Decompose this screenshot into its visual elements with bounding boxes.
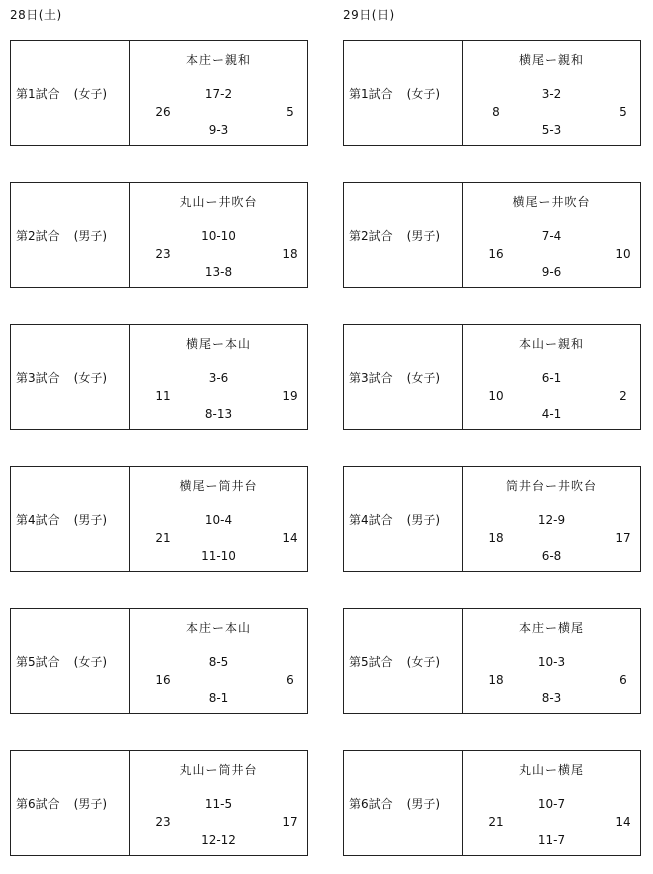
score-box [130,751,307,855]
first-half-score: 6-1 [541,371,562,385]
match-label [344,467,463,571]
second-half-score: 11-10 [201,549,236,563]
day-title: 28日(土) [10,8,62,22]
match-gender: (男子) [406,796,441,811]
total-left: 8 [492,105,500,119]
total-left: 18 [488,531,504,545]
match-gender: (男子) [73,796,108,811]
total-left: 11 [155,389,171,403]
score-box [130,325,307,429]
match-number: 第5試合 [349,654,393,669]
total-left: 21 [488,815,504,829]
match-label [11,183,130,287]
first-half-score: 3-2 [541,87,562,101]
second-half-score: 13-8 [204,265,233,279]
match-box [343,750,641,856]
match-number: 第1試合 [349,86,393,101]
first-half-score: 10-7 [537,797,566,811]
total-right: 14 [615,815,631,829]
match-number: 第6試合 [16,796,60,811]
match-number: 第4試合 [16,512,60,527]
match-box [10,182,308,288]
match-box [10,750,308,856]
match-box [343,182,641,288]
total-right: 18 [282,247,298,261]
score-box [130,467,307,571]
second-half-score: 8-3 [541,691,562,705]
match-box [10,40,308,146]
match-number: 第1試合 [16,86,60,101]
match-teams: 横尾ー本山 [185,337,251,351]
day-title: 29日(日) [343,8,395,22]
match-number: 第2試合 [16,228,60,243]
total-right: 5 [286,105,294,119]
second-half-score: 5-3 [541,123,562,137]
match-label [344,325,463,429]
total-right: 17 [282,815,298,829]
second-half-score: 12-12 [201,833,236,847]
match-teams: 本山ー親和 [518,337,584,351]
total-left: 21 [155,531,171,545]
match-box [10,324,308,430]
match-teams: 本庄ー横尾 [518,621,584,635]
first-half-score: 12-9 [537,513,566,527]
score-box [130,41,307,145]
match-gender: (女子) [406,654,441,669]
total-right: 2 [619,389,627,403]
match-teams: 筒井台ー井吹台 [505,479,597,493]
match-teams: 丸山ー筒井台 [179,763,258,777]
score-box [463,325,640,429]
match-label [344,609,463,713]
match-box [10,466,308,572]
match-number: 第3試合 [16,370,60,385]
first-half-score: 10-4 [204,513,233,527]
total-right: 6 [286,673,294,687]
score-box [130,183,307,287]
match-number: 第3試合 [349,370,393,385]
total-left: 23 [155,247,171,261]
score-box [463,609,640,713]
first-half-score: 10-10 [201,229,236,243]
first-half-score: 3-6 [208,371,229,385]
match-number: 第4試合 [349,512,393,527]
match-gender: (女子) [73,370,108,385]
total-left: 10 [488,389,504,403]
match-number: 第6試合 [349,796,393,811]
total-right: 19 [282,389,298,403]
total-left: 16 [488,247,504,261]
match-teams: 丸山ー横尾 [518,763,584,777]
first-half-score: 17-2 [204,87,233,101]
score-box [463,751,640,855]
total-right: 14 [282,531,298,545]
match-label [11,467,130,571]
match-teams: 横尾ー筒井台 [179,479,258,493]
match-teams: 本庄ー親和 [185,53,251,67]
score-box [463,41,640,145]
second-half-score: 8-1 [208,691,229,705]
match-box [343,40,641,146]
second-half-score: 4-1 [541,407,562,421]
first-half-score: 8-5 [208,655,229,669]
match-label [11,751,130,855]
match-teams: 横尾ー井吹台 [512,195,591,209]
match-box [343,324,641,430]
match-box [343,466,641,572]
match-gender: (男子) [73,228,108,243]
second-half-score: 11-7 [537,833,566,847]
match-teams: 横尾ー親和 [518,53,584,67]
match-label [11,609,130,713]
match-gender: (女子) [406,370,441,385]
total-right: 10 [615,247,631,261]
match-gender: (男子) [406,512,441,527]
total-left: 16 [155,673,171,687]
match-gender: (男子) [406,228,441,243]
total-right: 5 [619,105,627,119]
total-left: 26 [155,105,171,119]
total-left: 18 [488,673,504,687]
match-label [344,41,463,145]
total-right: 17 [615,531,631,545]
match-box [343,608,641,714]
total-right: 6 [619,673,627,687]
match-gender: (女子) [73,86,108,101]
match-label [344,751,463,855]
first-half-score: 11-5 [204,797,233,811]
score-box [130,609,307,713]
second-half-score: 8-13 [204,407,233,421]
second-half-score: 9-3 [208,123,229,137]
second-half-score: 6-8 [541,549,562,563]
match-label [11,41,130,145]
score-box [463,183,640,287]
first-half-score: 10-3 [537,655,566,669]
match-number: 第5試合 [16,654,60,669]
match-teams: 本庄ー本山 [185,621,251,635]
match-box [10,608,308,714]
score-box [463,467,640,571]
first-half-score: 7-4 [541,229,562,243]
match-label [11,325,130,429]
match-gender: (女子) [406,86,441,101]
match-label [344,183,463,287]
total-left: 23 [155,815,171,829]
match-number: 第2試合 [349,228,393,243]
match-teams: 丸山ー井吹台 [179,195,258,209]
match-gender: (女子) [73,654,108,669]
second-half-score: 9-6 [541,265,562,279]
match-gender: (男子) [73,512,108,527]
